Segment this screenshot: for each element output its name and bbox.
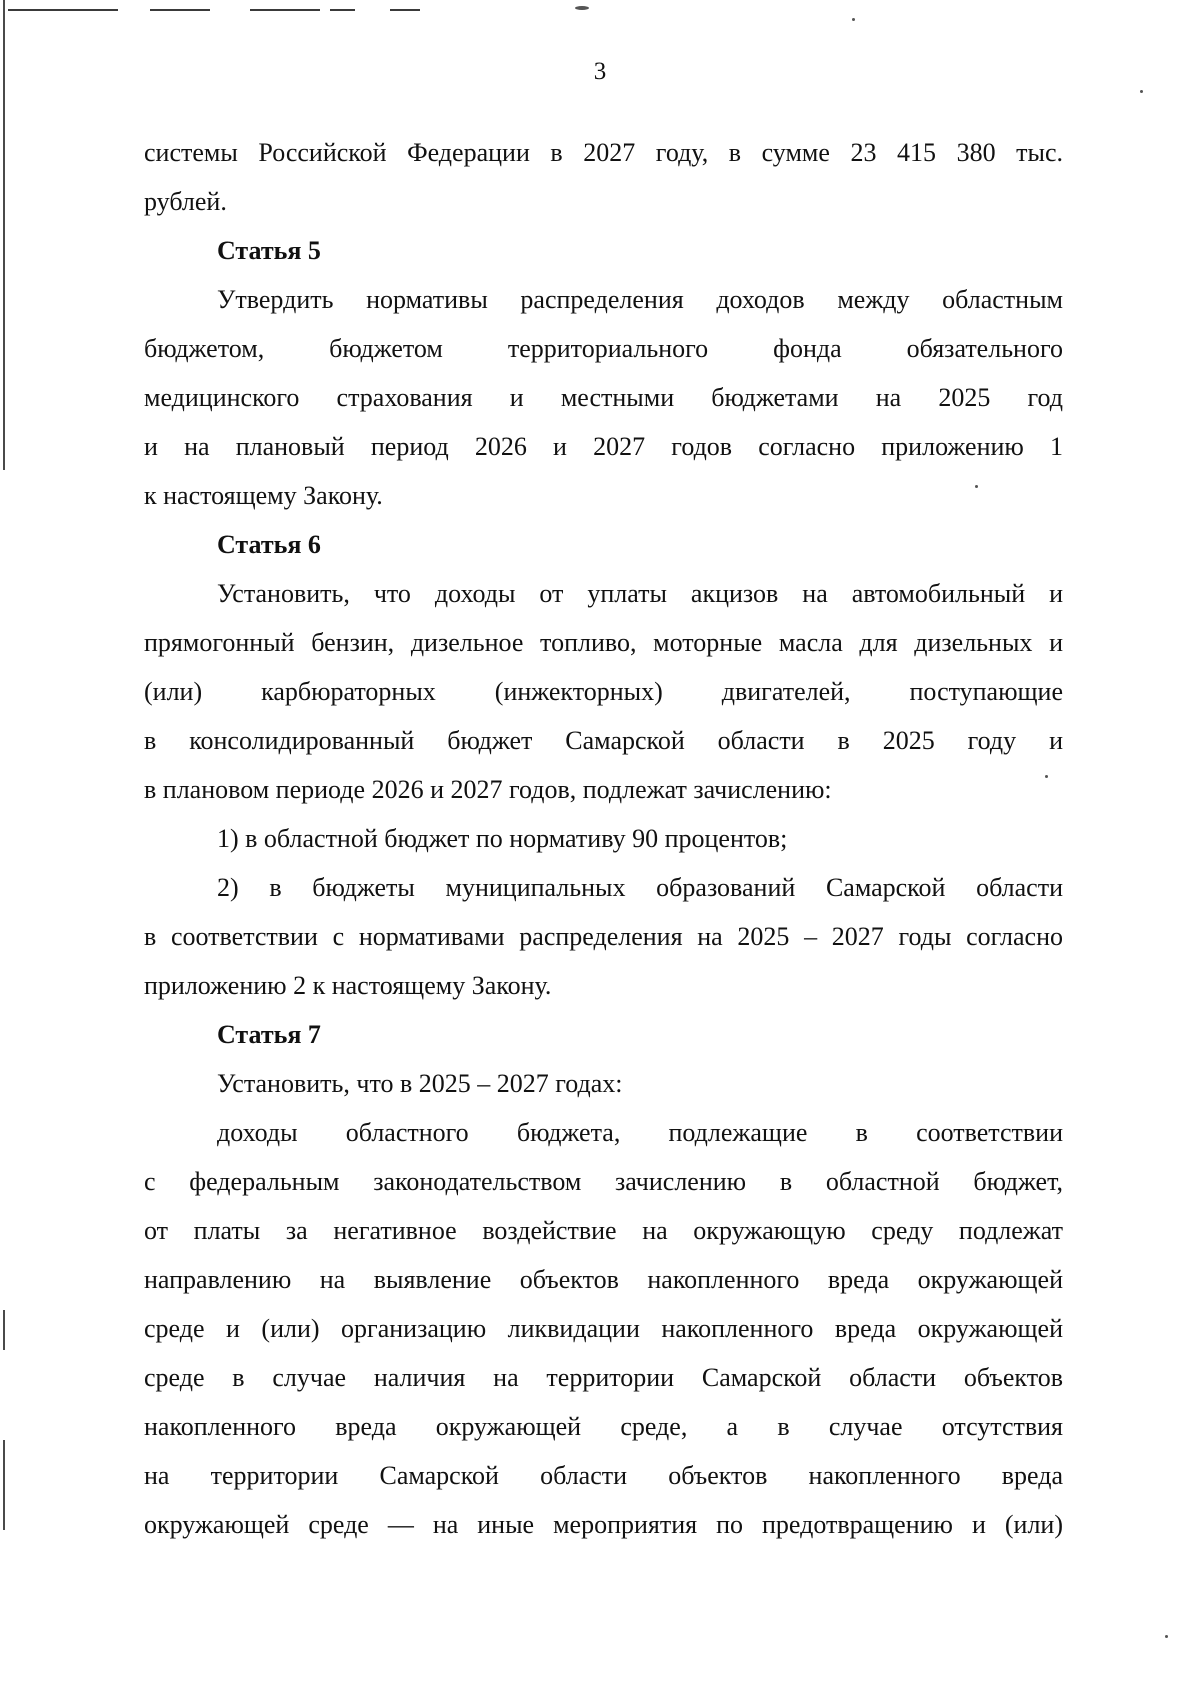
- text-line: (или) карбюраторных (инжекторных) двигателей, поступающие: [144, 677, 1063, 706]
- text-line: среде и (или) организацию ликвидации накопленного вреда окружающей: [144, 1314, 1063, 1343]
- text-line: Утвердить нормативы распределения доходов между областным: [217, 285, 1063, 314]
- scan-artifact-rule: [150, 9, 210, 11]
- text-line: направлению на выявление объектов накопленного вреда окружающей: [144, 1265, 1063, 1294]
- text-line: в консолидированный бюджет Самарской области в 2025 году и: [144, 726, 1063, 755]
- scan-speck: [1165, 1635, 1168, 1638]
- text-line: в соответствии с нормативами распределения на 2025 – 2027 годы согласно: [144, 922, 1063, 951]
- text-line: прямогонный бензин, дизельное топливо, моторные масла для дизельных и: [144, 628, 1063, 657]
- scan-artifact-rule: [390, 9, 420, 11]
- text-line: накопленного вреда окружающей среде, а в случае отсутствия: [144, 1412, 1063, 1441]
- text-line: окружающей среде — на иные мероприятия по предотвращению и (или): [144, 1510, 1063, 1539]
- article-heading-5: Статья 5: [217, 236, 321, 265]
- text-line: приложению 2 к настоящему Закону.: [144, 971, 552, 1000]
- scan-speck: [852, 18, 855, 21]
- text-line: доходы областного бюджета, подлежащие в соответствии: [217, 1118, 1063, 1147]
- scan-artifact-rule: [330, 9, 355, 11]
- scan-speck: [1140, 90, 1143, 93]
- list-item: 2) в бюджеты муниципальных образований Самарской области: [217, 873, 1063, 902]
- text-line: Установить, что в 2025 – 2027 годах:: [217, 1069, 623, 1098]
- scan-artifact-rule: [250, 9, 320, 11]
- text-line: бюджетом, бюджетом территориального фонда обязательного: [144, 334, 1063, 363]
- text-line: на территории Самарской области объектов накопленного вреда: [144, 1461, 1063, 1490]
- scan-artifact-rule: [8, 9, 118, 11]
- document-body: [144, 128, 1063, 1549]
- text-line: среде в случае наличия на территории Самарской области объектов: [144, 1363, 1063, 1392]
- text-line: и на плановый период 2026 и 2027 годов согласно приложению 1: [144, 432, 1063, 461]
- text-line: медицинского страхования и местными бюджетами на 2025 год: [144, 383, 1063, 412]
- text-line: Установить, что доходы от уплаты акцизов на автомобильный и: [217, 579, 1063, 608]
- text-line: к настоящему Закону.: [144, 481, 383, 510]
- article-heading-7: Статья 7: [217, 1020, 321, 1049]
- text-line: в плановом периоде 2026 и 2027 годов, подлежат зачислению:: [144, 775, 832, 804]
- text-line: рублей.: [144, 187, 227, 216]
- text-line: от платы за негативное воздействие на окружающую среду подлежат: [144, 1216, 1063, 1245]
- article-heading-6: Статья 6: [217, 530, 321, 559]
- scan-artifact-edge: [3, 1440, 5, 1530]
- scan-artifact-edge: [3, 1310, 5, 1350]
- scan-speck: [575, 6, 589, 10]
- page-number: 3: [593, 58, 607, 85]
- text-line: с федеральным законодательством зачислению в областной бюджет,: [144, 1167, 1063, 1196]
- list-item: 1) в областной бюджет по нормативу 90 процентов;: [217, 824, 788, 853]
- text-line: системы Российской Федерации в 2027 году, в сумме 23 415 380 тыс.: [144, 138, 1063, 167]
